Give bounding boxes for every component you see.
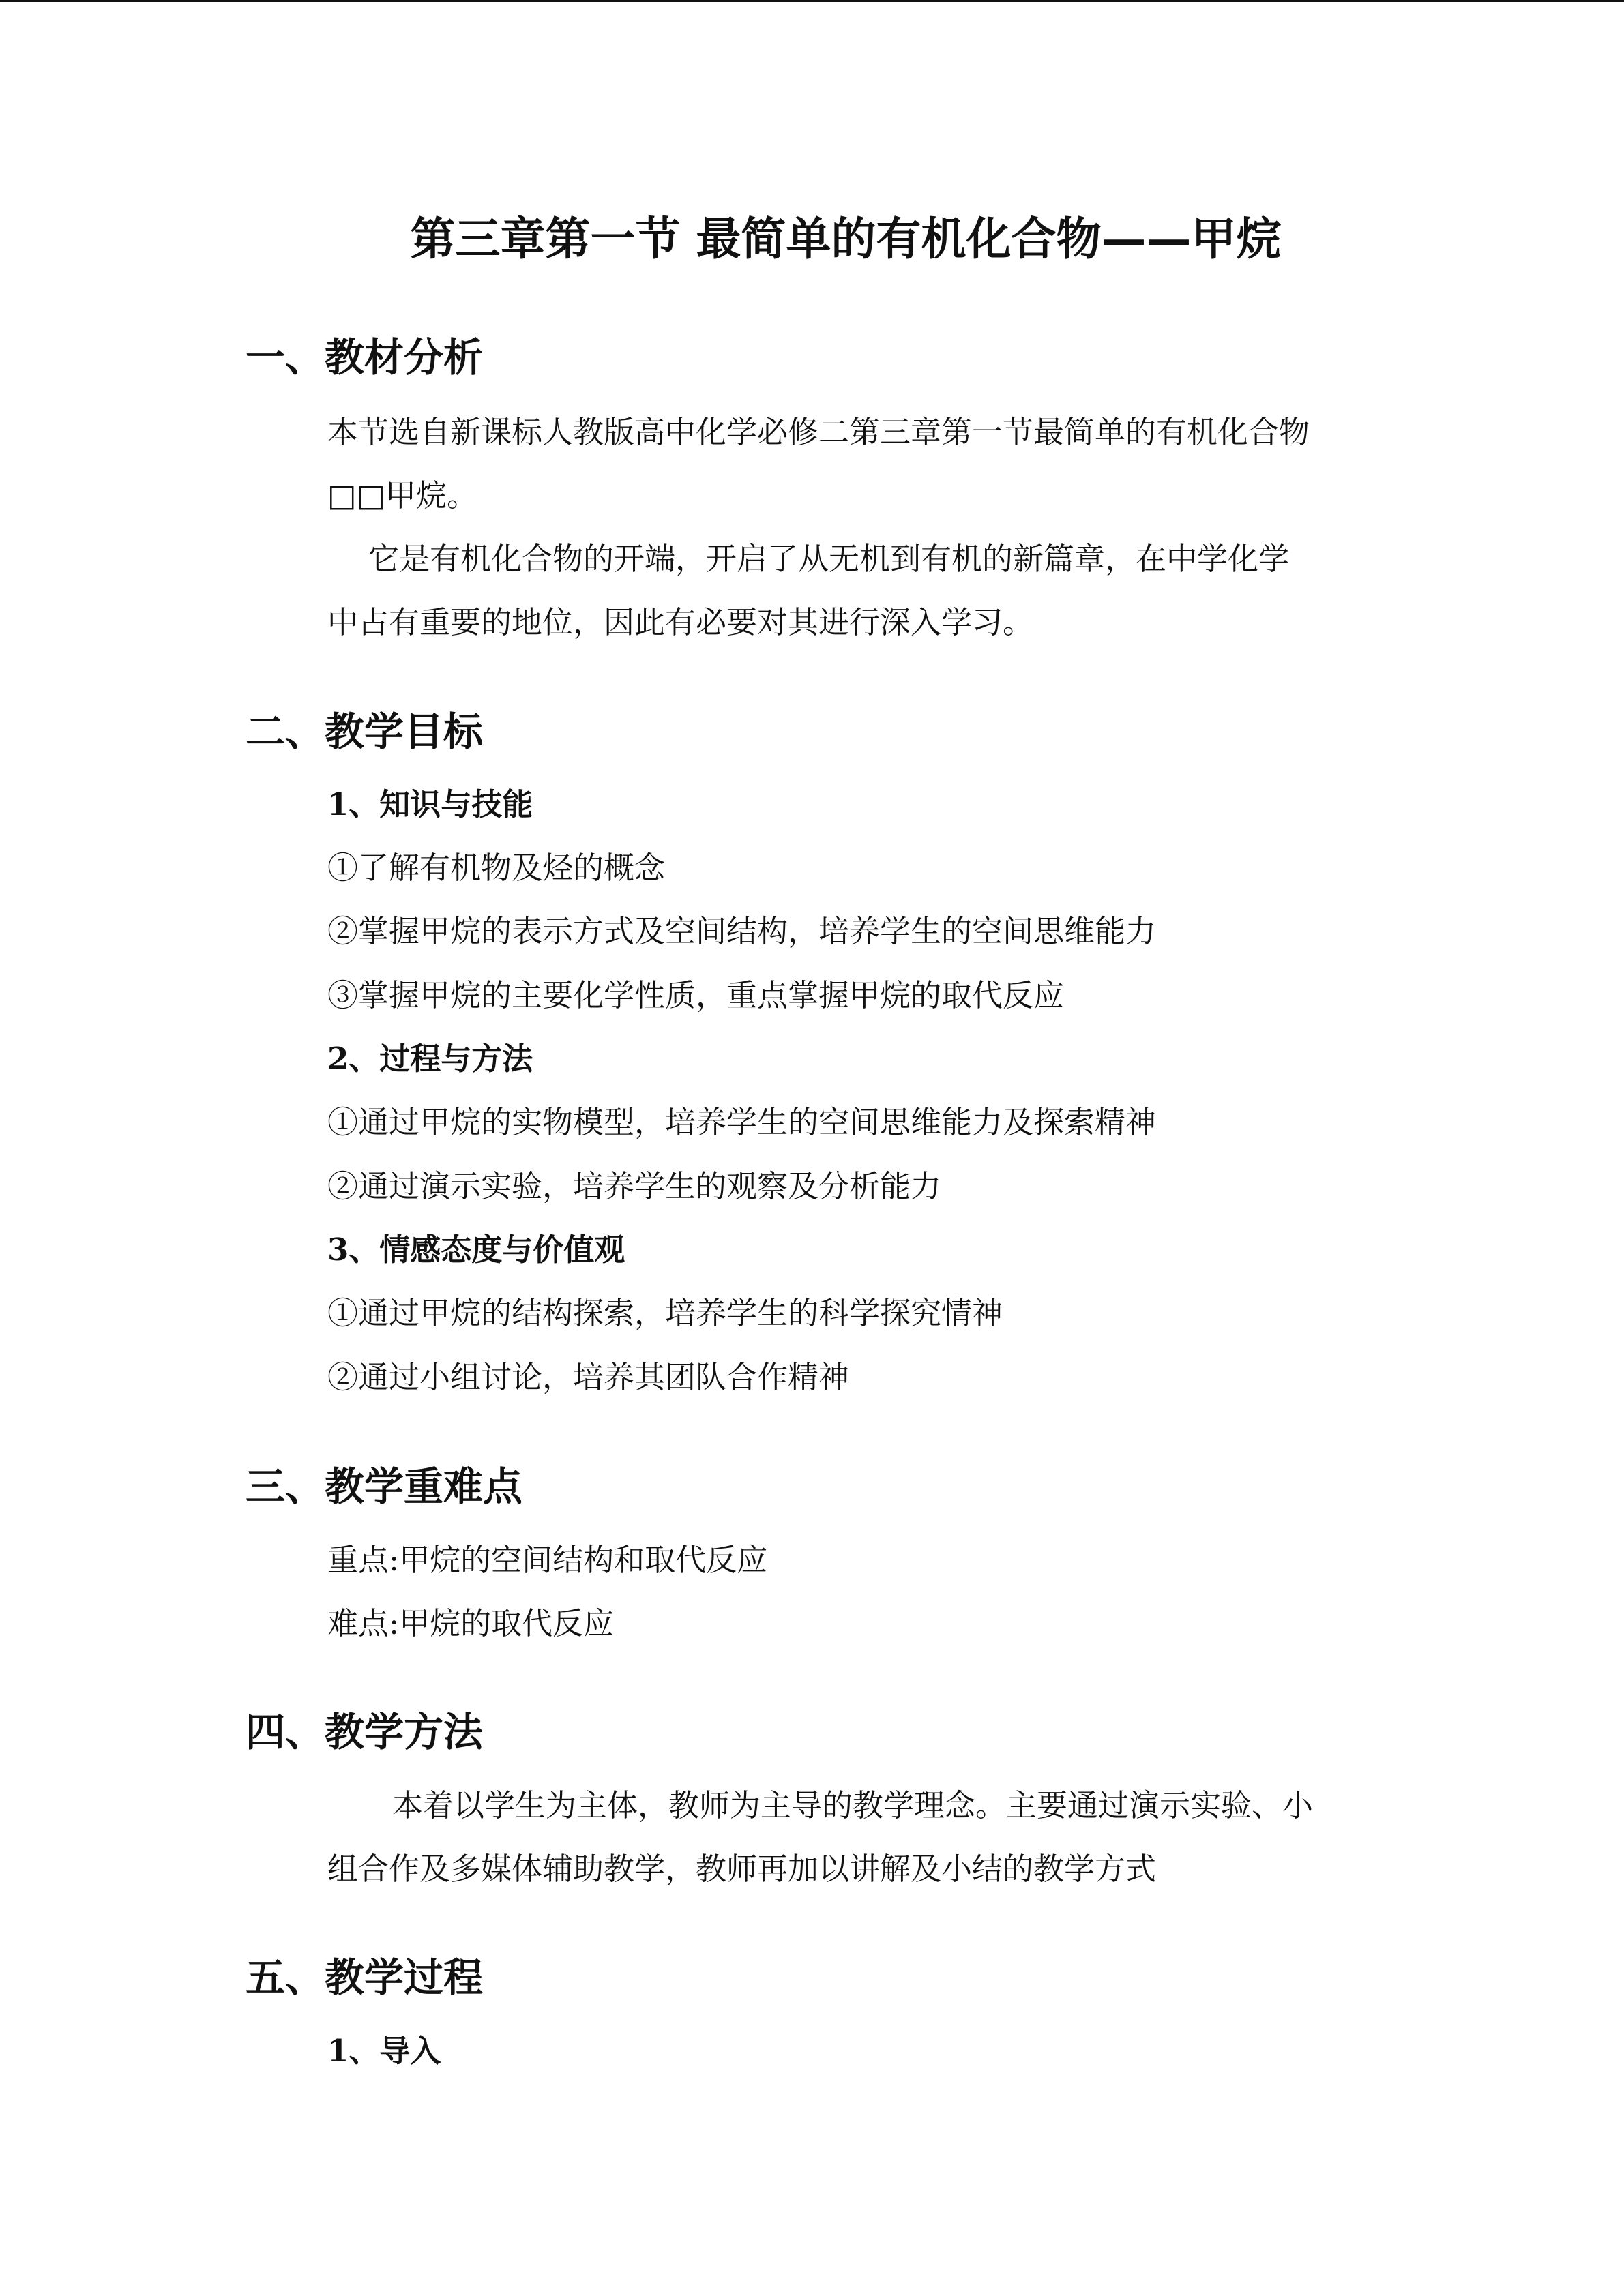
list-item: ②掌握甲烷的表示方式及空间结构，培养学生的空间思维能力: [327, 913, 1157, 949]
paragraph-line: 组合作及多媒体辅助教学，教师再加以讲解及小结的教学方式: [327, 1851, 1157, 1887]
paragraph-line: 中占有重要的地位，因此有必要对其进行深入学习。: [327, 604, 1034, 640]
list-item: ②通过小组讨论，培养其团队合作精神: [327, 1359, 850, 1395]
document-title: 第三章第一节 最简单的有机化合物——甲烷: [410, 212, 1282, 265]
list-item: ②通过演示实验，培养学生的观察及分析能力: [327, 1168, 942, 1204]
section-heading-teaching-objectives: 二、教学目标: [246, 709, 484, 755]
paragraph-line: 它是有机化合物的开端，开启了从无机到有机的新篇章，在中学化学: [368, 541, 1290, 577]
paragraph-line: 本节选自新课标人教版高中化学必修二第三章第一节最简单的有机化合物: [327, 414, 1310, 450]
paragraph-line: 本着以学生为主体，教师为主导的教学理念。主要通过演示实验、小: [392, 1787, 1314, 1823]
section-heading-teaching-process: 五、教学过程: [246, 1954, 484, 2001]
subsection-title: 1、知识与技能: [327, 786, 533, 822]
paragraph-line: 重点:甲烷的空间结构和取代反应: [327, 1542, 768, 1578]
section-heading-key-difficult-points: 三、教学重难点: [246, 1463, 523, 1510]
subsection-title: 3、情感态度与价值观: [327, 1232, 625, 1268]
paragraph-line: □□甲烷。: [327, 477, 478, 513]
list-item: ①了解有机物及烃的概念: [327, 850, 666, 886]
list-item: ①通过甲烷的实物模型，培养学生的空间思维能力及探索精神: [327, 1104, 1157, 1140]
subsection-title: 2、过程与方法: [327, 1041, 533, 1077]
top-border-line: [0, 0, 1624, 2]
subsection-title: 1、导入: [327, 2033, 441, 2069]
section-heading-teaching-methods: 四、教学方法: [246, 1709, 484, 1755]
list-item: ①通过甲烷的结构探索，培养学生的科学探究情神: [327, 1295, 1003, 1331]
paragraph-line: 难点:甲烷的取代反应: [327, 1605, 615, 1641]
section-heading-textbook-analysis: 一、教材分析: [246, 334, 484, 381]
list-item: ③掌握甲烷的主要化学性质，重点掌握甲烷的取代反应: [327, 977, 1065, 1013]
